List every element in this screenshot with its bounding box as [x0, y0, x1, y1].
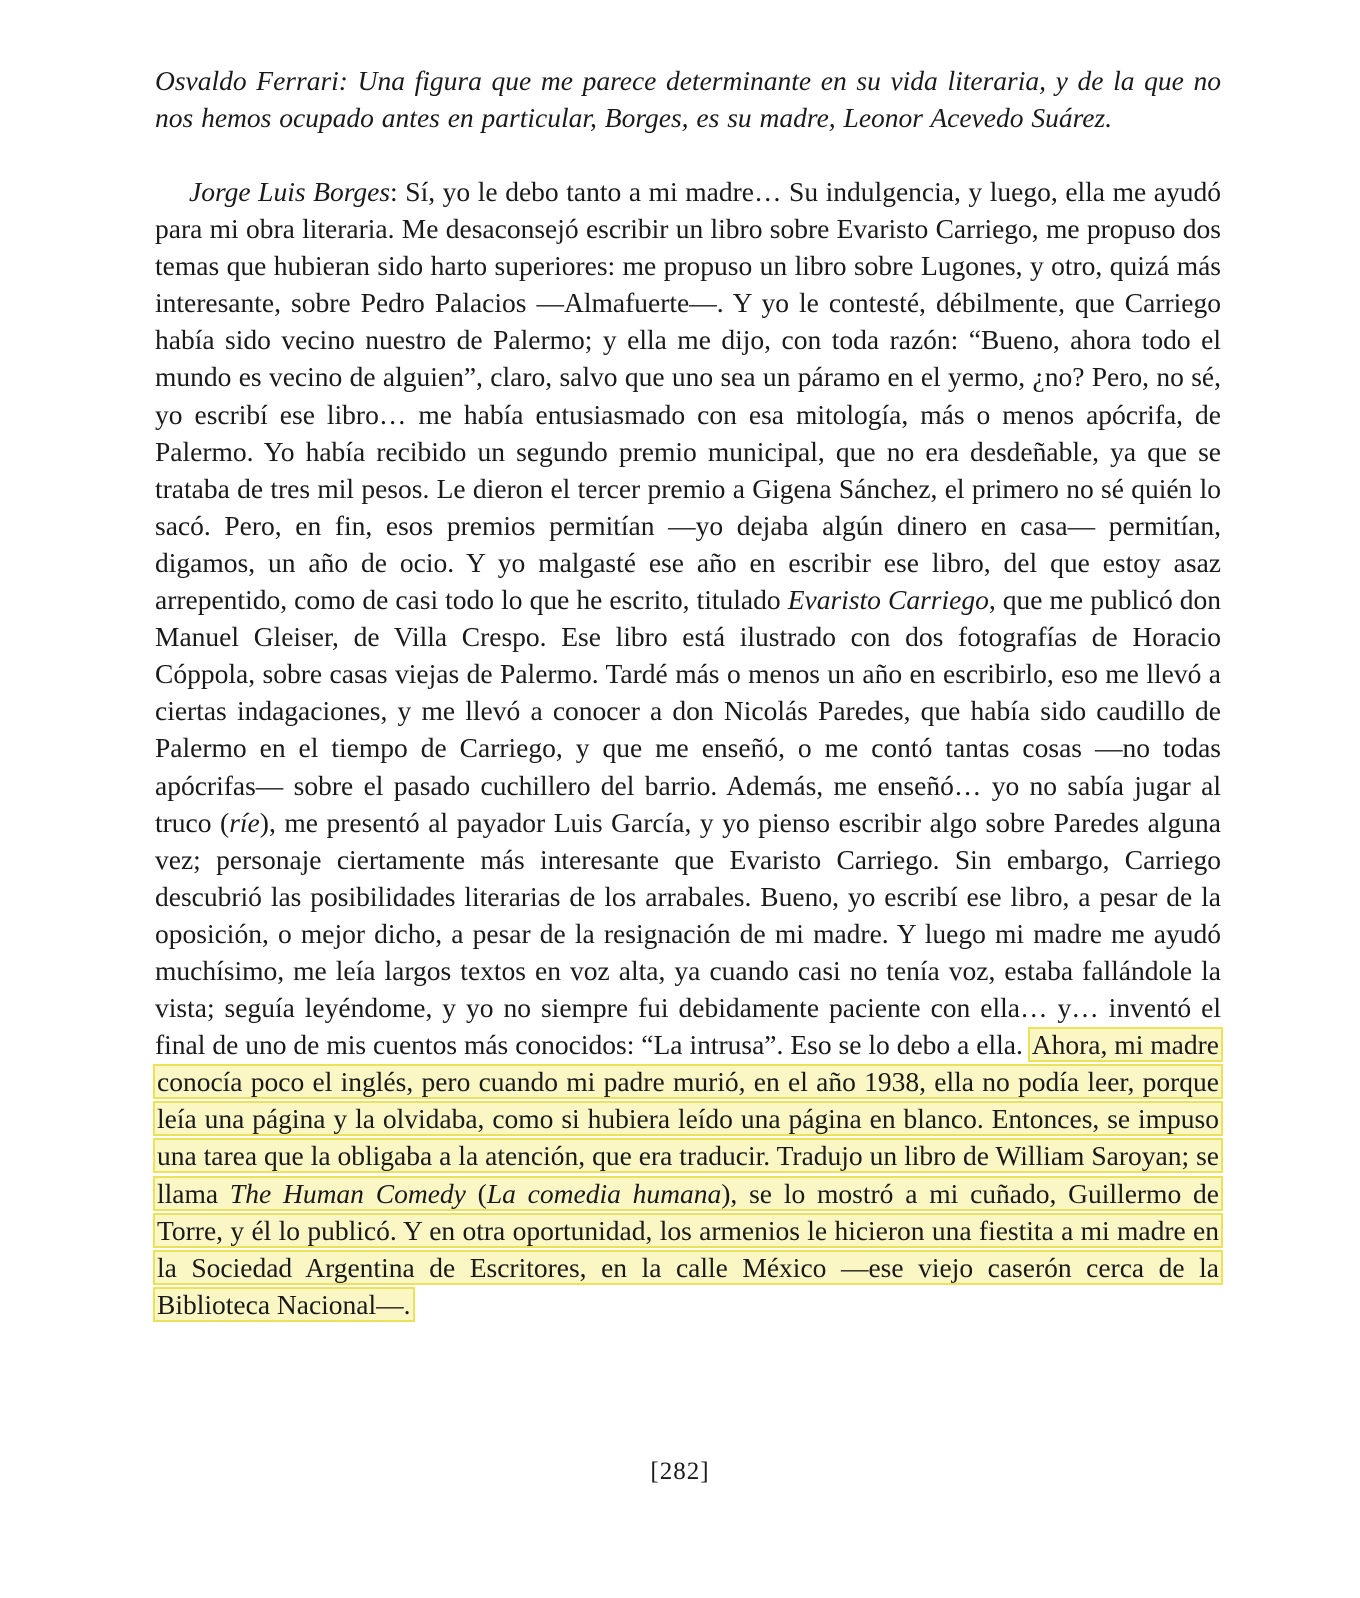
highlight-text-1: Ahora, mi madre conocía poco el inglés, pero cuando mi padre murió, en el año 1938, ella no podía leer, porque leía una página y la olvidaba, como si hubiera leído una página en blanco. Entonces, se impuso una tarea que la obligaba a la atención, que era traducir. Tradujo un libro de William Saroyan; se llama [157, 1029, 1219, 1209]
page-number: [282] [650, 1458, 710, 1485]
paren-open: ( [465, 1177, 487, 1209]
answer-text-1: : Sí, yo le debo tanto a mi madre… Su indulgencia, y luego, ella me ayudó para mi obra literaria. Me desaconsejó escribir un libro sobre Evaristo Carriego, me propuso dos temas que hubieran sido harto superiores: me propuso un libro sobre Lugones, y otro, quizá más interesante, sobre Pedro Palacios —Almafuerte—. Y yo le contesté, débilmente, que Carriego había sido vecino nuestro de Palermo; y ella me dijo, con toda razón: “Bueno, ahora todo el mundo es vecino de alguien”, claro, salvo que uno sea un páramo en el yermo, ¿no? Pero, no sé, yo escribí ese libro… me había entusiasmado con esa mitología, más o menos apócrifa, de Palermo. Yo había recibido un segundo premio municipal, que no era desdeñable, ya que se trataba de tres mil pesos. Le dieron el tercer premio a Gigena Sánchez, el primero no sé quién lo sacó. Pero, en fin, esos premios permitían —yo dejaba algún dinero en casa— permitían, digamos, un año de ocio. Y yo malgasté ese año en escribir ese libro, del que estoy asaz arrepentido, como de casi todo lo que he escrito, titulado [155, 176, 1221, 616]
highlighted-passage[interactable] [155, 1029, 1221, 1320]
speaker-name: Jorge Luis Borges [189, 176, 391, 207]
interviewer-question: Osvaldo Ferrari: Una figura que me parece determinante en su vida literaria, y de la que no nos hemos ocupado antes en particular, Borges, es su madre, Leonor Acevedo Suárez. [155, 65, 1221, 133]
stage-direction: ríe [229, 806, 260, 838]
highlight-text-2: ), se lo mostró a mi cuñado, Guillermo de Torre, y él lo publicó. Y en otra oportunidad, los armenios le hicieron una fiestita a mi madre en la Sociedad Argentina de Escritores, en la calle México —ese viejo caserón cerca de la Biblioteca Nacional—. [157, 1177, 1219, 1320]
book-title: Evaristo Carriego [787, 584, 989, 616]
answer-text-2: , que me publicó don Manuel Gleiser, de Villa Crespo. Ese libro está ilustrado con dos fotografías de Horacio Cóppola, sobre casas viejas de Palermo. Tardé más o menos un año en escribirlo, eso me llevó a ciertas indagaciones, y me llevó a conocer a don Nicolás Paredes, que había sido caudillo de Palermo en el tiempo de Carriego, y que me enseñó, o me contó tantas cosas —no todas apócrifas— sobre el pasado cuchillero del barrio. Además, me enseñó… yo no sabía jugar al truco ( [155, 584, 1222, 838]
english-book-title: The Human Comedy [229, 1177, 466, 1209]
borges-answer [155, 173, 1221, 1323]
spanish-book-title: La comedia humana [486, 1177, 722, 1209]
answer-text-3: ), me presentó al payador Luis García, y yo pienso escribir algo sobre Paredes alguna vez; personaje ciertamente más interesante que Evaristo Carriego. Sin embargo, Carriego descubrió las posibilidades literarias de los arrabales. Bueno, yo escribí ese libro, a pesar de la oposición, o mejor dicho, a pesar de la resignación de mi madre. Y luego mi madre me ayudó muchísimo, me leía largos textos en voz alta, ya cuando casi no tenía voz, estaba fallándole la vista; seguía leyéndome, y yo no siempre fui debidamente paciente con ella… y… inventó el final de uno de mis cuentos más conocidos: “La intrusa”. Eso se lo debo a ella. [155, 806, 1221, 1061]
